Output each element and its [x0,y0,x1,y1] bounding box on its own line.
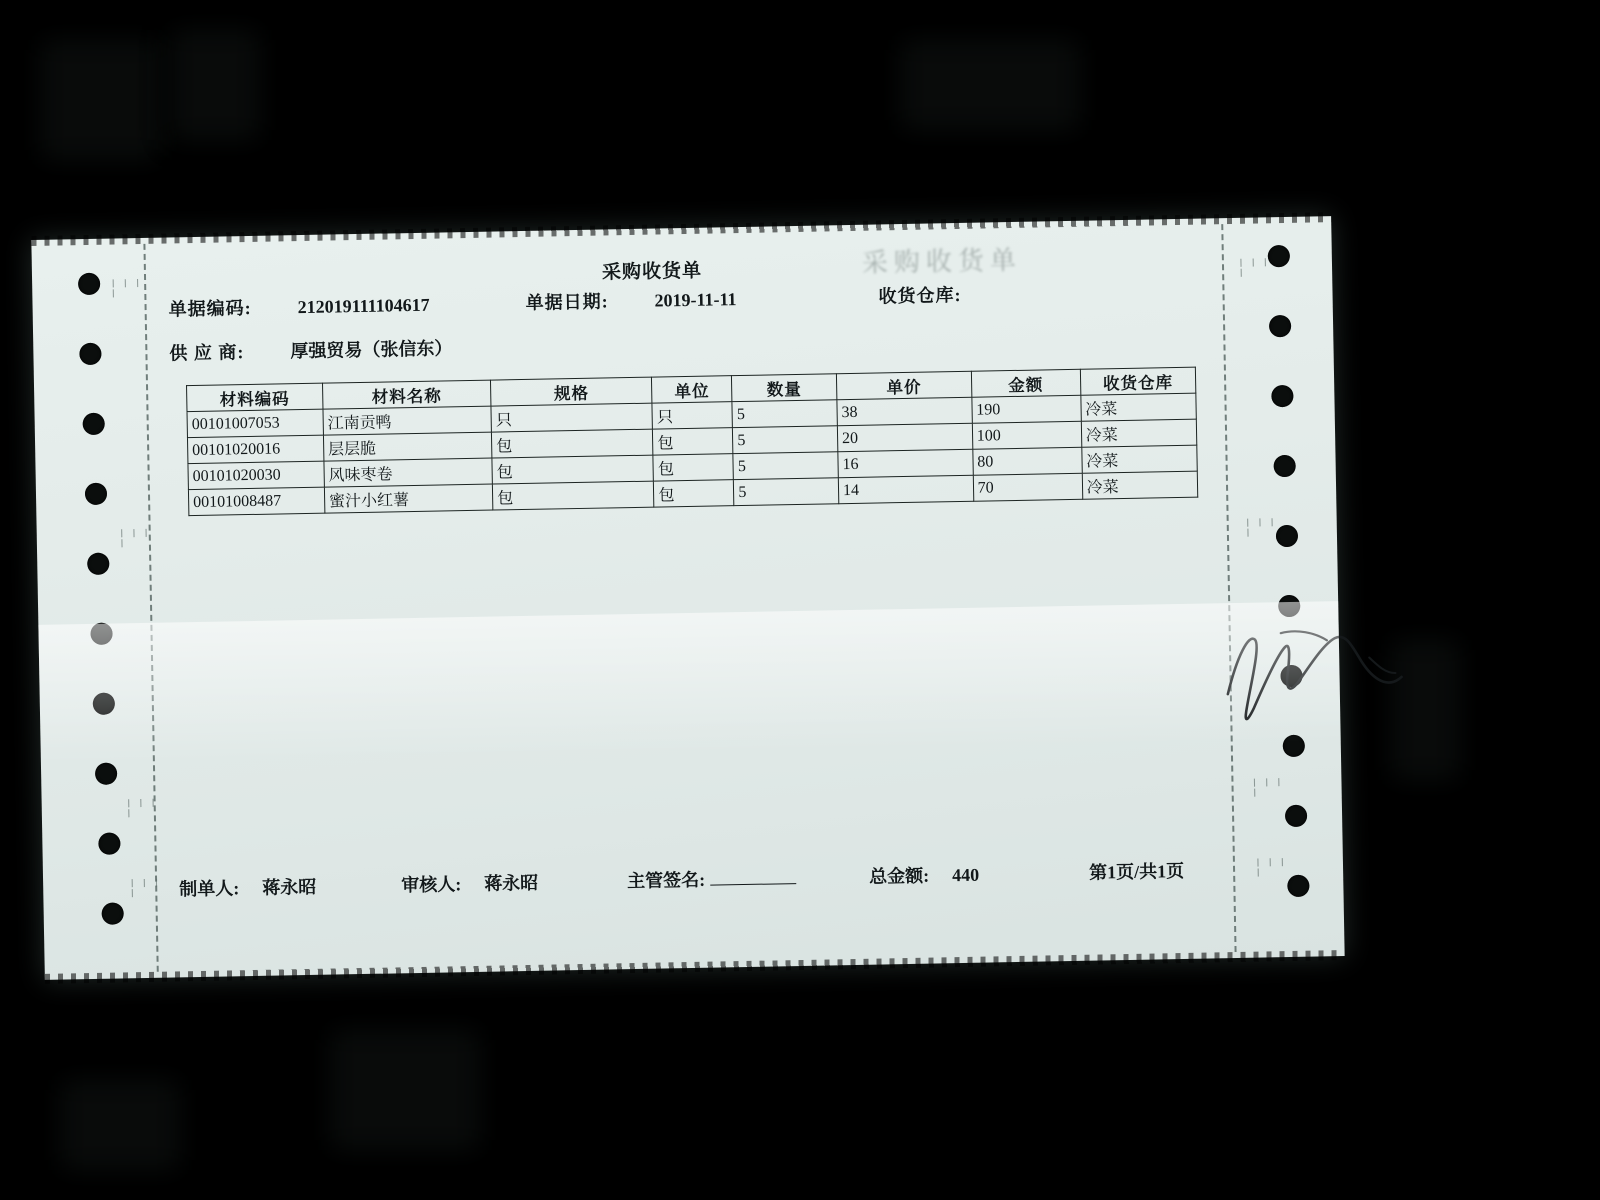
sprocket-hole [90,623,112,645]
cell-name: 层层脆 [323,432,492,461]
page-title: 采购收货单 [601,260,703,284]
background-reflection [40,40,160,160]
total-label: 总金额: [868,865,930,887]
cell-spec: 包 [493,481,655,510]
sprocket-hole [78,273,100,295]
sprocket-hole [98,832,120,854]
perforation-ticks: । । । । [118,524,151,551]
cell-code: 00101007053 [187,409,323,437]
sprocket-hole [87,553,109,575]
doc-date-value: 2019-11-11 [654,289,737,311]
perforation-ticks: । । । । [1244,514,1277,540]
cell-price: 20 [837,423,972,451]
cell-code: 00101008487 [188,487,324,515]
perforation-ticks: । । । । [1237,254,1270,280]
maker-value: 蒋永昭 [262,876,317,898]
background-reflection [170,30,260,140]
cell-code: 00101020030 [188,461,324,489]
cell-warehouse: 冷菜 [1081,445,1197,473]
supervisor-signature-line [709,867,795,886]
perforation-ticks: । । । । [109,274,142,301]
cell-price: 38 [837,397,972,425]
ghost-print: 采购收货单 [861,245,1023,278]
sprocket-hole [1271,385,1293,407]
perforation-ticks: । । । । [1251,774,1283,800]
sprocket-hole [1283,735,1305,757]
sprocket-hole [1273,455,1295,477]
sprocket-hole [83,413,105,435]
column-header-warehouse: 收货仓库 [1080,367,1196,395]
header-row-supplier [169,334,452,365]
footer-row [179,856,1209,900]
total-value: 440 [951,864,980,886]
sprocket-hole [93,693,115,715]
cell-name: 蜜汁小红薯 [324,484,493,513]
cell-quantity: 5 [733,426,838,454]
sprocket-hole [1280,665,1302,687]
column-header-spec: 规格 [491,377,653,406]
items-table [186,367,1198,516]
cell-amount: 100 [972,421,1081,449]
sprocket-strip-right [1231,216,1331,957]
cell-warehouse: 冷菜 [1082,471,1198,499]
column-header-code: 材料编码 [187,383,323,411]
receipt-paper [31,216,1344,980]
cell-amount: 70 [973,473,1082,501]
column-header-unit: 单位 [652,376,732,403]
header-row-code-date-warehouse [168,281,975,322]
cell-amount: 80 [973,447,1082,475]
cell-quantity: 5 [732,400,837,428]
page-indicator: 第1页/共1页 [1088,860,1185,883]
checker-value: 蒋永昭 [484,872,539,894]
doc-code-label: 单据编码: [168,297,252,320]
cell-warehouse: 冷菜 [1081,419,1197,447]
sprocket-hole [85,483,107,505]
sprocket-hole [1285,805,1307,827]
checker-label: 审核人: [401,874,462,896]
sprocket-hole [95,762,117,784]
sprocket-hole [1276,525,1298,547]
perforation-ticks: । । । । [125,794,158,821]
maker-field [179,873,316,902]
background-reflection [60,1080,180,1170]
sprocket-hole [1278,595,1300,617]
sprocket-hole [101,902,123,924]
supplier-label: 供 应 商: [169,342,245,364]
paper-torn-edge-bottom [45,950,1345,984]
background-reflection [1390,640,1460,780]
sprocket-hole [79,343,101,365]
perforation-ticks: । । । । [1254,854,1287,880]
column-header-quantity: 数量 [732,374,837,402]
column-header-price: 单价 [836,371,971,399]
perforation-ticks: । । । । [128,874,161,901]
cell-quantity: 5 [733,452,838,480]
sprocket-hole [1287,875,1309,897]
supplier-value: 厚强贸易（张信东） [290,338,453,362]
perforation-line-left [143,244,158,972]
cell-spec: 包 [492,455,654,484]
sprocket-hole [1269,315,1291,337]
background-reflection [330,1030,480,1150]
doc-code-value: 212019111104617 [297,294,430,318]
cell-name: 风味枣卷 [324,458,493,487]
cell-unit: 包 [654,480,734,507]
cell-name: 江南贡鸭 [323,406,492,435]
cell-amount: 190 [972,395,1081,423]
cell-unit: 只 [652,402,732,429]
maker-label: 制单人: [179,878,240,900]
supervisor-label: 主管签名: [626,869,706,892]
column-header-name: 材料名称 [322,380,491,409]
background-reflection [900,40,1080,130]
total-field [869,861,979,889]
column-header-amount: 金额 [971,369,1080,397]
cell-warehouse: 冷菜 [1081,393,1197,421]
sprocket-strip-left [47,238,161,979]
cell-unit: 包 [653,428,733,455]
document-body [162,237,1215,956]
warehouse-label: 收货仓库: [878,284,962,307]
cell-price: 16 [838,449,973,477]
doc-date-label: 单据日期: [525,291,609,313]
cell-spec: 只 [491,403,653,432]
cell-unit: 包 [653,454,733,481]
cell-spec: 包 [492,429,654,458]
supervisor-field [627,864,796,893]
cell-quantity: 5 [734,478,839,506]
cell-code: 00101020016 [187,435,323,463]
checker-field [401,869,538,898]
cell-price: 14 [838,475,973,503]
